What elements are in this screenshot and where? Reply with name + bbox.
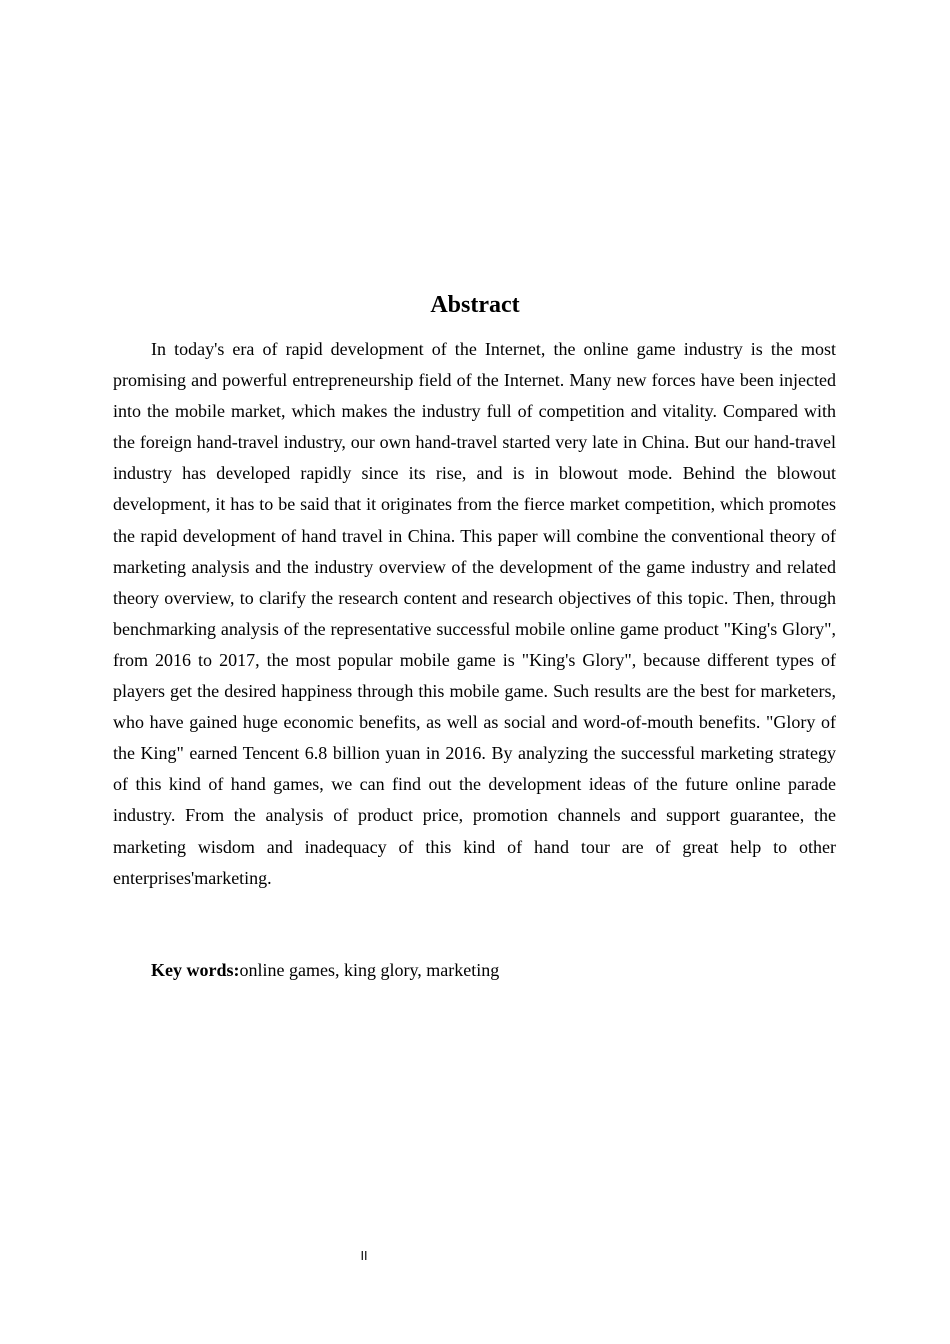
keywords-line bbox=[151, 955, 499, 986]
abstract-body: In today's era of rapid development of the Internet, the online game industry is the most promising and powerful entrepreneurship field of the Internet. Many new forces have been injected into the mobile market, which makes the industry full of competition and vitality. Compared with the foreign hand-travel industry, our own hand-travel started very late in China. But our hand-travel industry has developed rapidly since its rise, and is in blowout mode. Behind the blowout development, it has to be said that it originates from the fierce market competition, which promotes the rapid development of hand travel in China. This paper will combine the conventional theory of marketing analysis and the industry overview of the development of the game industry and related theory overview, to clarify the research content and research objectives of this topic. Then, through benchmarking analysis of the representative successful mobile online game product "King's Glory", from 2016 to 2017, the most popular mobile game is "King's Glory", because different types of players get the desired happiness through this mobile game. Such results are the best for marketers, who have gained huge economic benefits, as well as social and word-of-mouth benefits. "Glory of the King" earned Tencent 6.8 billion yuan in 2016. By analyzing the successful marketing strategy of this kind of hand games, we can find out the development ideas of the future online parade industry. From the analysis of product price, promotion channels and support guarantee, the marketing wisdom and inadequacy of this kind of hand tour are of great help to other enterprises'marketing. bbox=[113, 339, 836, 888]
keywords-label: Key words: bbox=[151, 960, 240, 980]
keywords-value: online games, king glory, marketing bbox=[239, 960, 500, 980]
page-number: II bbox=[360, 1249, 368, 1263]
abstract-title: Abstract bbox=[430, 292, 520, 318]
